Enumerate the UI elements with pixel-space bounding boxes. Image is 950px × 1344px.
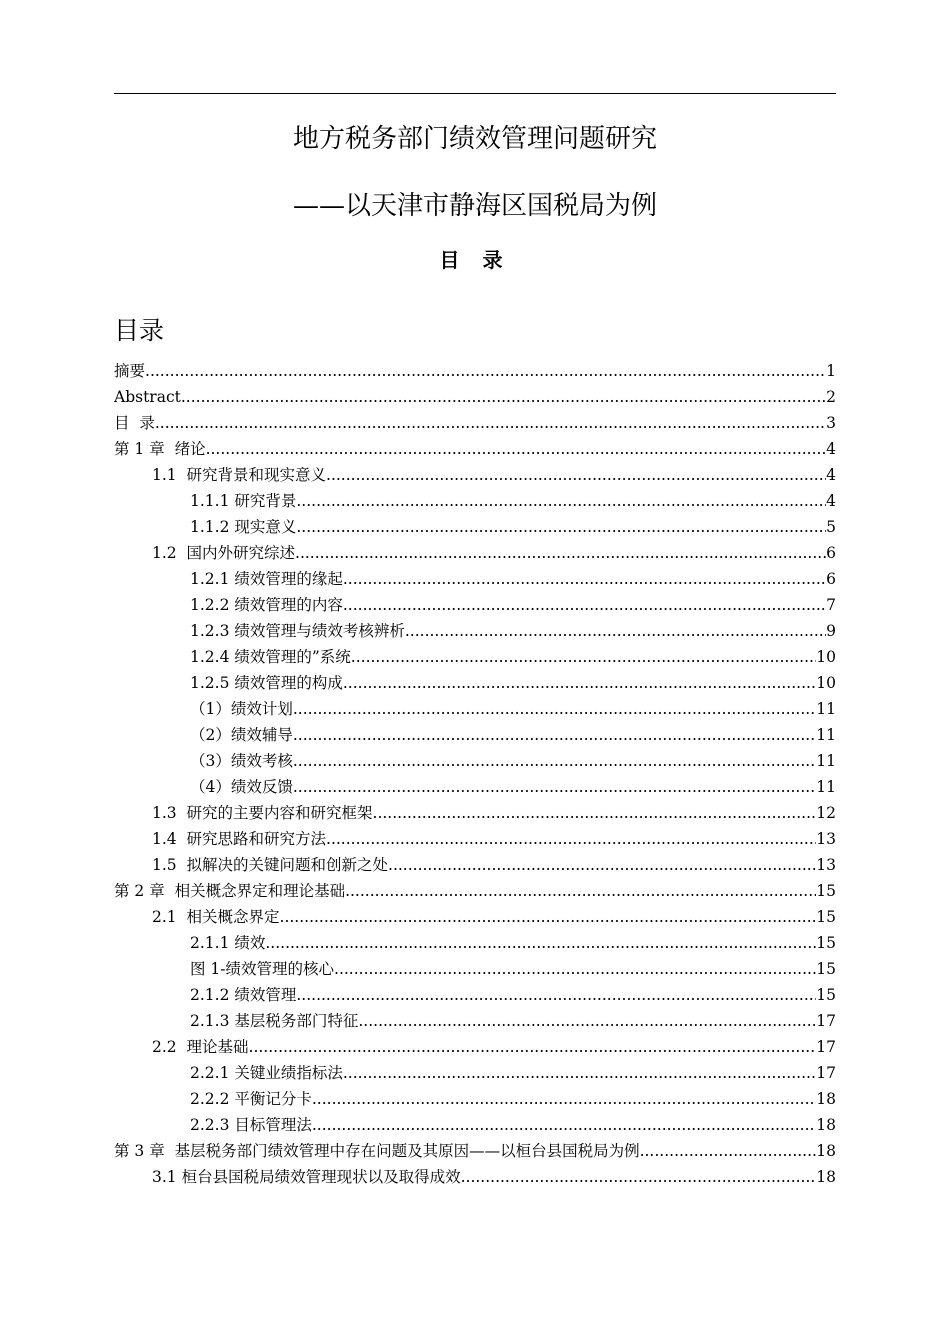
toc-entry-label: 2.1.3 基层税务部门特征 xyxy=(190,1012,359,1030)
toc-entry-label: 1.2.2 绩效管理的内容 xyxy=(190,596,343,614)
toc-entry-page: 11 xyxy=(816,752,836,770)
toc-entry-label: 1.3 研究的主要内容和研究框架 xyxy=(152,804,373,822)
toc-entry[interactable] xyxy=(114,878,836,904)
toc-entry-label: Abstract xyxy=(114,388,181,406)
toc-entry-page: 4 xyxy=(826,440,836,458)
toc-entry-page: 3 xyxy=(826,414,836,432)
toc-entry[interactable] xyxy=(114,1164,836,1190)
toc-entry-page: 13 xyxy=(816,856,836,874)
toc-entry-page: 4 xyxy=(826,492,836,510)
toc-entry-page: 7 xyxy=(826,596,836,614)
toc-entry-label: 1.1.2 现实意义 xyxy=(190,518,297,536)
toc-entry[interactable] xyxy=(114,930,836,956)
toc-entry-page: 10 xyxy=(816,674,836,692)
toc-leader-dots xyxy=(640,1138,817,1164)
toc-leader-dots xyxy=(296,982,816,1008)
toc-entry-page: 15 xyxy=(816,934,836,952)
toc-entry[interactable] xyxy=(114,488,836,514)
toc-entry-page: 10 xyxy=(816,648,836,666)
toc-leader-dots xyxy=(293,696,816,722)
toc-entry-label: 1.1.1 研究背景 xyxy=(190,492,297,510)
toc-entry-label: 2.2.1 关键业绩指标法 xyxy=(190,1064,343,1082)
toc-entry-label: 1.2.4 绩效管理的”系统 xyxy=(190,648,351,666)
toc-entry[interactable] xyxy=(114,696,836,722)
toc-entry[interactable] xyxy=(114,1034,836,1060)
table-of-contents xyxy=(114,358,836,1190)
toc-entry-label: 目 录 xyxy=(114,414,155,432)
toc-entry[interactable] xyxy=(114,514,836,540)
contents-label: 目 录 xyxy=(439,248,511,272)
toc-entry-page: 15 xyxy=(816,908,836,926)
toc-entry-label: 第 1 章 绪论 xyxy=(114,440,206,458)
toc-leader-dots xyxy=(334,956,816,982)
toc-leader-dots xyxy=(358,1008,816,1034)
toc-entry-label: 2.1 相关概念界定 xyxy=(152,908,280,926)
toc-entry[interactable] xyxy=(114,722,836,748)
toc-entry[interactable] xyxy=(114,436,836,462)
toc-entry-page: 15 xyxy=(816,960,836,978)
toc-leader-dots xyxy=(295,540,826,566)
document-subtitle: ——以天津市静海区国税局为例 xyxy=(292,191,657,221)
toc-entry-label: 1.2 国内外研究综述 xyxy=(152,544,296,562)
toc-leader-dots xyxy=(461,1164,817,1190)
toc-entry[interactable] xyxy=(114,1112,836,1138)
toc-leader-dots xyxy=(343,566,826,592)
toc-entry[interactable] xyxy=(114,1138,836,1164)
toc-entry-page: 13 xyxy=(816,830,836,848)
toc-entry[interactable] xyxy=(114,1008,836,1034)
toc-entry[interactable] xyxy=(114,618,836,644)
toc-entry-label: （3）绩效考核 xyxy=(190,752,293,770)
toc-entry-label: （1）绩效计划 xyxy=(190,700,293,718)
toc-entry[interactable] xyxy=(114,462,836,488)
header-rule xyxy=(114,93,836,94)
toc-leader-dots xyxy=(326,462,826,488)
toc-entry-label: 1.1 研究背景和现实意义 xyxy=(152,466,327,484)
toc-entry[interactable] xyxy=(114,358,836,384)
toc-entry-label: （4）绩效反馈 xyxy=(190,778,293,796)
toc-leader-dots xyxy=(249,1034,817,1060)
toc-entry-label: 1.2.1 绩效管理的缘起 xyxy=(190,570,343,588)
toc-leader-dots xyxy=(155,410,826,436)
toc-entry-page: 17 xyxy=(816,1012,836,1030)
toc-leader-dots xyxy=(293,774,816,800)
toc-entry[interactable] xyxy=(114,826,836,852)
toc-entry-label: 2.2 理论基础 xyxy=(152,1038,249,1056)
toc-leader-dots xyxy=(293,722,816,748)
toc-leader-dots xyxy=(343,670,816,696)
toc-entry-page: 2 xyxy=(826,388,836,406)
toc-entry[interactable] xyxy=(114,904,836,930)
toc-entry[interactable] xyxy=(114,852,836,878)
toc-entry-label: 第 2 章 相关概念界定和理论基础 xyxy=(114,882,346,900)
toc-entry-page: 18 xyxy=(816,1116,836,1134)
toc-entry[interactable] xyxy=(114,800,836,826)
toc-leader-dots xyxy=(145,358,826,384)
toc-entry[interactable] xyxy=(114,644,836,670)
toc-entry-page: 11 xyxy=(816,778,836,796)
toc-entry-page: 15 xyxy=(816,882,836,900)
toc-leader-dots xyxy=(388,852,816,878)
toc-leader-dots xyxy=(265,930,816,956)
toc-entry[interactable] xyxy=(114,670,836,696)
toc-entry-label: 3.1 桓台县国税局绩效管理现状以及取得成效 xyxy=(152,1168,461,1186)
toc-leader-dots xyxy=(312,1112,816,1138)
toc-leader-dots xyxy=(181,384,826,410)
toc-entry-label: 1.5 拟解决的关键问题和创新之处 xyxy=(152,856,389,874)
toc-entry-page: 17 xyxy=(816,1064,836,1082)
toc-entry-page: 6 xyxy=(826,544,836,562)
toc-entry[interactable] xyxy=(114,774,836,800)
toc-entry[interactable] xyxy=(114,956,836,982)
toc-entry[interactable] xyxy=(114,1060,836,1086)
toc-entry-label: （2）绩效辅导 xyxy=(190,726,293,744)
toc-entry-label: 2.2.3 目标管理法 xyxy=(190,1116,312,1134)
toc-heading: 目录 xyxy=(114,316,165,345)
toc-leader-dots xyxy=(296,514,826,540)
toc-entry-page: 5 xyxy=(826,518,836,536)
toc-entry-page: 18 xyxy=(816,1090,836,1108)
toc-entry[interactable] xyxy=(114,410,836,436)
toc-entry-page: 9 xyxy=(826,622,836,640)
toc-entry[interactable] xyxy=(114,540,836,566)
toc-entry-page: 6 xyxy=(826,570,836,588)
toc-leader-dots xyxy=(343,1060,816,1086)
toc-leader-dots xyxy=(373,800,817,826)
toc-entry[interactable] xyxy=(114,748,836,774)
toc-entry-label: 2.2.2 平衡记分卡 xyxy=(190,1090,312,1108)
toc-leader-dots xyxy=(206,436,827,462)
toc-entry-page: 4 xyxy=(826,466,836,484)
toc-entry-label: 第 3 章 基层税务部门绩效管理中存在问题及其原因——以桓台县国税局为例 xyxy=(114,1142,640,1160)
toc-entry-label: 2.1.2 绩效管理 xyxy=(190,986,297,1004)
toc-leader-dots xyxy=(326,826,816,852)
toc-entry[interactable] xyxy=(114,592,836,618)
toc-entry-page: 12 xyxy=(816,804,836,822)
document-title: 地方税务部门绩效管理问题研究 xyxy=(292,124,657,154)
toc-leader-dots xyxy=(312,1086,816,1112)
toc-entry-page: 11 xyxy=(816,700,836,718)
toc-leader-dots xyxy=(343,592,826,618)
toc-leader-dots xyxy=(296,488,826,514)
toc-entry-label: 图 1-绩效管理的核心 xyxy=(190,960,335,978)
toc-entry-label: 1.2.5 绩效管理的构成 xyxy=(190,674,343,692)
toc-leader-dots xyxy=(351,644,816,670)
toc-entry-page: 17 xyxy=(816,1038,836,1056)
toc-leader-dots xyxy=(280,904,817,930)
toc-entry[interactable] xyxy=(114,566,836,592)
toc-entry-page: 15 xyxy=(816,986,836,1004)
toc-entry[interactable] xyxy=(114,982,836,1008)
toc-entry-label: 1.2.3 绩效管理与绩效考核辨析 xyxy=(190,622,405,640)
toc-leader-dots xyxy=(293,748,816,774)
toc-entry-label: 1.4 研究思路和研究方法 xyxy=(152,830,327,848)
toc-entry[interactable] xyxy=(114,384,836,410)
toc-entry-page: 18 xyxy=(816,1142,836,1160)
toc-entry-label: 2.1.1 绩效 xyxy=(190,934,266,952)
toc-entry-page: 18 xyxy=(816,1168,836,1186)
toc-entry[interactable] xyxy=(114,1086,836,1112)
toc-entry-page: 11 xyxy=(816,726,836,744)
toc-entry-page: 1 xyxy=(826,362,836,380)
toc-leader-dots xyxy=(345,878,816,904)
toc-leader-dots xyxy=(405,618,826,644)
toc-entry-label: 摘要 xyxy=(114,362,146,380)
